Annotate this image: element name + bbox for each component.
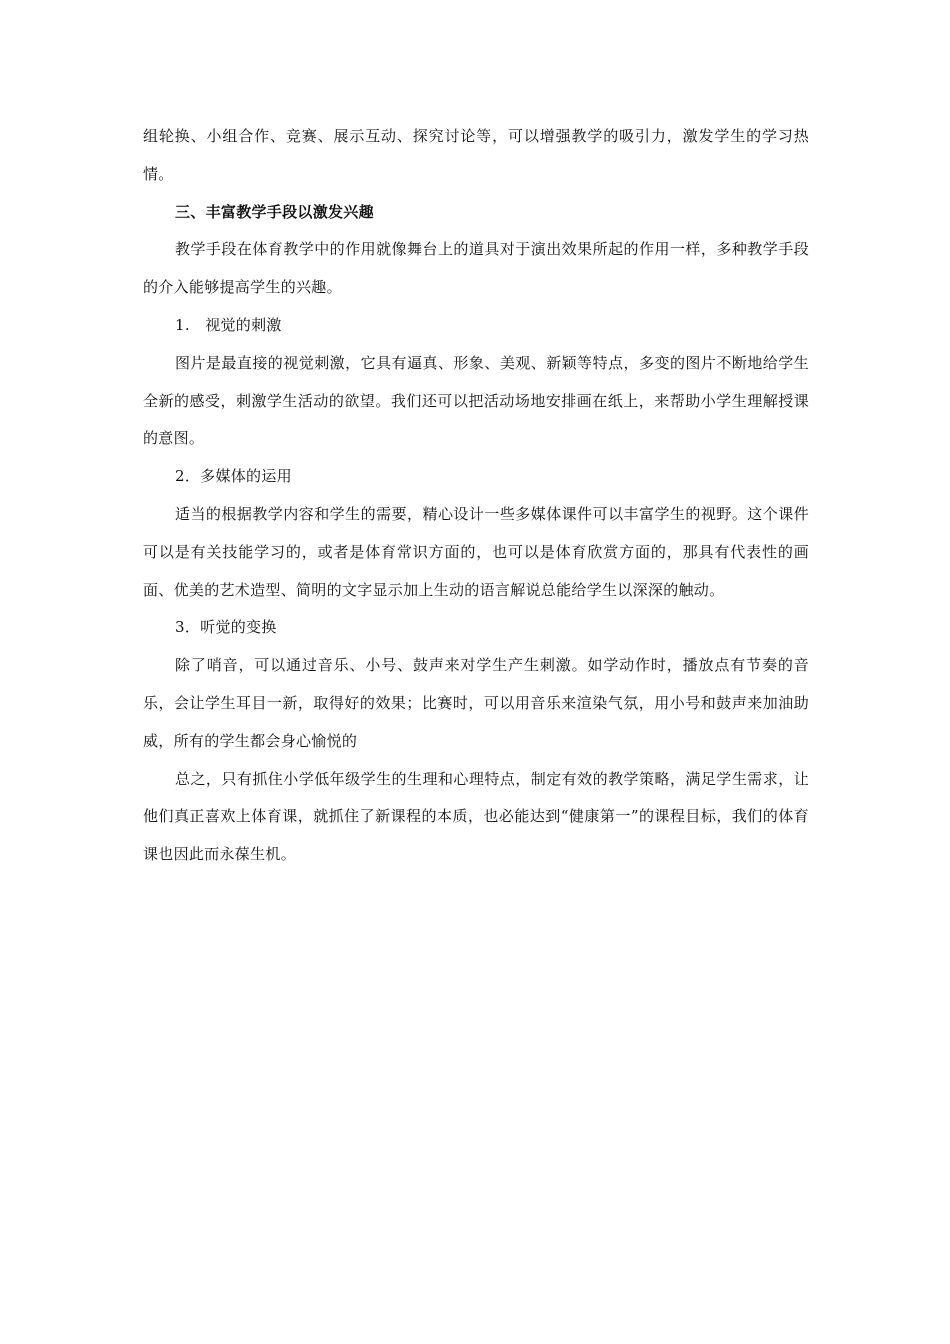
paragraph-conclusion: 总之，只有抓住小学低年级学生的生理和心理特点，制定有效的教学策略，满足学生需求，让他们真正喜欢上体育课，就抓住了新课程的本质，也必能达到“健康第一”的课程目标，我们的体育课也因此而永葆生机。 <box>143 769 809 864</box>
section-heading: 三、丰富教学手段以激发兴趣 <box>175 202 374 221</box>
paragraph-continuation: 组轮换、小组合作、竞赛、展示互动、探究讨论等，可以增强教学的吸引力，激发学生的学习热情。 <box>143 127 809 183</box>
subheading-multimedia: 2．多媒体的运用 <box>175 467 292 486</box>
subheading-visual: 1. 视觉的刺激 <box>175 315 282 334</box>
paragraph-auditory: 除了哨音，可以通过音乐、小号、鼓声来对学生产生刺激。如学动作时，播放点有节奏的音乐，会让学生耳目一新，取得好的效果；比赛时，可以用音乐来渲染气氛，用小号和鼓声来加油助威，所有的学生都会身心愉悦的 <box>143 656 809 750</box>
subheading-auditory: 3．听觉的变换 <box>175 618 277 637</box>
paragraph-visual: 图片是最直接的视觉刺激，它具有逼真、形象、美观、新颖等特点，多变的图片不断地给学生全新的感受，刺激学生活动的欲望。我们还可以把活动场地安排画在纸上，来帮助小学生理解授课的意图。 <box>143 353 809 448</box>
paragraph-intro: 教学手段在体育教学中的作用就像舞台上的道具对于演出效果所起的作用一样，多种教学手段的介入能够提高学生的兴趣。 <box>143 240 809 297</box>
paragraph-multimedia: 适当的根据教学内容和学生的需要，精心设计一些多媒体课件可以丰富学生的视野。这个课件可以是有关技能学习的，或者是体育常识方面的，也可以是体育欣赏方面的，那具有代表性的画面、优美的艺术造型、简明的文字显示加上生动的语言解说总能给学生以深深的触动。 <box>143 504 809 599</box>
document-page <box>143 118 809 874</box>
